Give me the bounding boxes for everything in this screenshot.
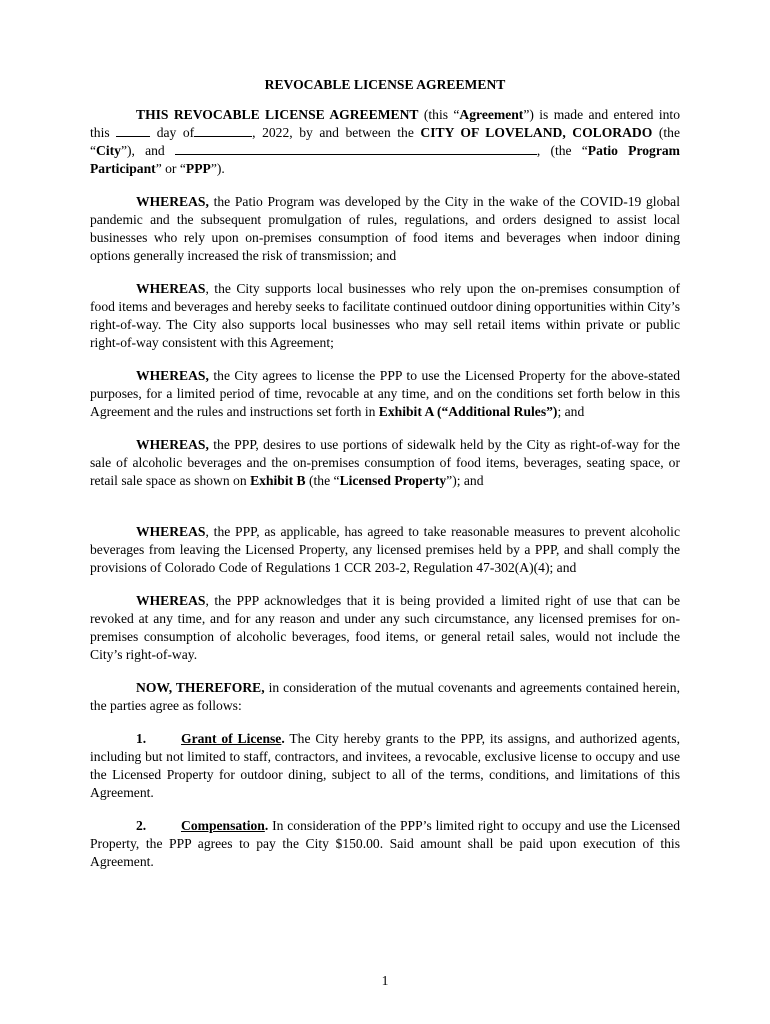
intro-paragraph: THIS REVOCABLE LICENSE AGREEMENT (this “Agreement”) is made and entered into this day of , 2022, by and between the CITY OF LOVELAND, COLORADO (the “City”), and , (the “Patio Program Participant” or “PPP”). <box>90 107 680 176</box>
whereas-paragraph-2: WHEREAS, the City supports local businesses who rely upon the on-premises consumption of food items and beverages and hereby seeks to facilitate continued outdoor dining opportunities within City’s right-of-way. The City also supports local businesses who may sell retail items within private or public right-of-way consistent with this Agreement; <box>90 281 680 350</box>
section-1-paragraph: 1. Grant of License. The City hereby grants to the PPP, its assigns, and authorized agents, including but not limited to staff, contractors, and invitees, a revocable, exclusive license to occupy and use the Licensed Property for outdoor dining, subject to all of the terms, conditions, and limitations of this Agreement. <box>90 731 680 800</box>
document-title: REVOCABLE LICENSE AGREEMENT <box>264 77 506 92</box>
now-therefore-paragraph: NOW, THEREFORE, in consideration of the mutual covenants and agreements contained herein, the parties agree as follows: <box>90 680 680 713</box>
day-blank <box>116 124 150 137</box>
ppp-term: PPP <box>185 161 211 176</box>
whereas-paragraph-5: WHEREAS, the PPP, as applicable, has agreed to take reasonable measures to prevent alcoholic beverages from leaving the Licensed Property, any licensed premises held by a PPP, and shall comply the provisions of Colorado Code of Regulations 1 CCR 203-2, Regulation 47-302(A)(4); and <box>90 524 680 575</box>
exhibit-a-ref: Exhibit A (“Additional Rules”) <box>378 404 558 419</box>
section-2-heading: Compensation <box>181 818 265 833</box>
exhibit-b-ref: Exhibit B <box>250 473 306 488</box>
section-1-heading: Grant of License <box>181 731 282 746</box>
intro-lead: THIS REVOCABLE LICENSE AGREEMENT <box>136 107 419 122</box>
whereas-paragraph-4: WHEREAS, the PPP, desires to use portions of sidewalk held by the City as right-of-way for the sale of alcoholic beverages and the on-premises consumption of food items, beverages, seating space, or retail sale space as shown on Exhibit B (the “Licensed Property”); and <box>90 437 680 488</box>
whereas-paragraph-6: WHEREAS, the PPP acknowledges that it is being provided a limited right of use that can be revoked at any time, and for any reason and under any such circumstance, any licensed premises for on-premises consumption of alcoholic beverages, food items, or general retail sales, would not include the City’s right-of-way. <box>90 593 680 662</box>
participant-blank <box>175 142 537 155</box>
agreement-term: Agreement <box>459 107 524 122</box>
participant-term: Patio Program Participant <box>90 143 680 176</box>
month-blank <box>194 124 252 137</box>
section-2-number: 2. <box>136 818 147 833</box>
page-number: 1 <box>381 973 389 988</box>
section-2-paragraph: 2. Compensation. In consideration of the PPP’s limited right to occupy and use the Licensed Property, the PPP agrees to pay the City $150.00. Said amount shall be paid upon execution of this Agreement. <box>90 818 680 869</box>
whereas-paragraph-1: WHEREAS, the Patio Program was developed by the City in the wake of the COVID-19 global pandemic and the subsequent promulgation of rules, regulations, and orders designed to assist local businesses who rely upon on-premises consumption of food items and beverages when indoor dining options generally increased the risk of transmission; and <box>90 194 680 263</box>
section-1-number: 1. <box>136 731 147 746</box>
city-term: City <box>96 143 121 158</box>
licensed-property-term: Licensed Property <box>339 473 447 488</box>
document-body <box>90 76 680 871</box>
city-name: CITY OF LOVELAND, COLORADO <box>420 125 653 140</box>
whereas-paragraph-3: WHEREAS, the City agrees to license the PPP to use the Licensed Property for the above-stated purposes, for a limited period of time, revocable at any time, and on the conditions set forth below in this Agreement and the rules and instructions set forth in Exhibit A (“Additional Rules”); and <box>90 368 680 419</box>
